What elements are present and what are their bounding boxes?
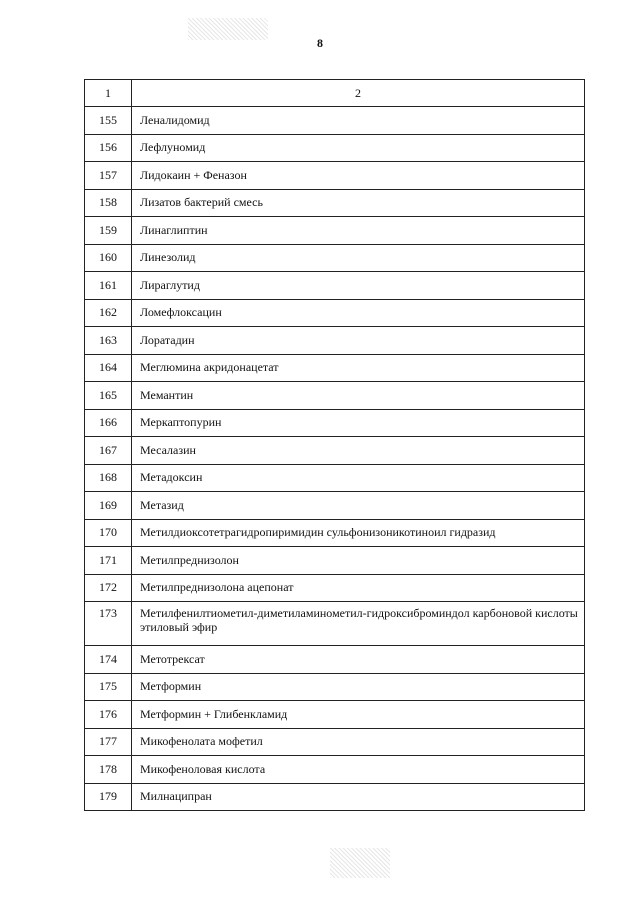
row-number: 179 xyxy=(85,783,132,811)
table-row xyxy=(85,107,585,135)
drug-name: Линезолид xyxy=(132,244,585,272)
drug-name: Микофеноловая кислота xyxy=(132,756,585,784)
drug-name: Лефлуномид xyxy=(132,134,585,162)
table-row xyxy=(85,327,585,355)
row-number: 158 xyxy=(85,189,132,217)
row-number: 168 xyxy=(85,464,132,492)
drug-name: Месалазин xyxy=(132,437,585,465)
table-row xyxy=(85,244,585,272)
table-row xyxy=(85,299,585,327)
drug-name: Лоратадин xyxy=(132,327,585,355)
table-row xyxy=(85,134,585,162)
drug-name: Меглюмина акридонацетат xyxy=(132,354,585,382)
drug-name: Линаглиптин xyxy=(132,217,585,245)
page-number: 8 xyxy=(317,36,323,50)
row-number: 176 xyxy=(85,701,132,729)
row-number: 178 xyxy=(85,756,132,784)
table-row xyxy=(85,701,585,729)
table-row xyxy=(85,354,585,382)
drug-name: Метазид xyxy=(132,492,585,520)
row-number: 160 xyxy=(85,244,132,272)
table-row xyxy=(85,602,585,646)
table-row xyxy=(85,492,585,520)
table-row xyxy=(85,547,585,575)
scan-noise xyxy=(330,848,390,878)
table-row xyxy=(85,272,585,300)
table-header-row xyxy=(85,80,585,107)
table-row xyxy=(85,783,585,811)
drug-name: Метадоксин xyxy=(132,464,585,492)
row-number: 166 xyxy=(85,409,132,437)
drug-name: Микофенолата мофетил xyxy=(132,728,585,756)
row-number: 167 xyxy=(85,437,132,465)
row-number: 177 xyxy=(85,728,132,756)
drug-name: Метилдиоксотетрагидропиримидин сульфонизоникотиноил гидразид xyxy=(132,519,585,547)
row-number: 175 xyxy=(85,673,132,701)
header-col-2: 2 xyxy=(132,80,585,107)
drug-name: Мемантин xyxy=(132,382,585,410)
drug-name: Лизатов бактерий смесь xyxy=(132,189,585,217)
table-row xyxy=(85,728,585,756)
drug-name: Лидокаин + Феназон xyxy=(132,162,585,190)
drug-name: Леналидомид xyxy=(132,107,585,135)
drug-name: Метформин + Глибенкламид xyxy=(132,701,585,729)
drug-name: Меркаптопурин xyxy=(132,409,585,437)
table-row xyxy=(85,162,585,190)
drug-table xyxy=(84,79,585,811)
drug-name: Метилпреднизолона ацепонат xyxy=(132,574,585,602)
row-number: 169 xyxy=(85,492,132,520)
drug-name: Лираглутид xyxy=(132,272,585,300)
row-number: 172 xyxy=(85,574,132,602)
drug-name: Метилпреднизолон xyxy=(132,547,585,575)
row-number: 159 xyxy=(85,217,132,245)
drug-name: Милнаципран xyxy=(132,783,585,811)
table-row xyxy=(85,574,585,602)
table-row xyxy=(85,437,585,465)
row-number: 170 xyxy=(85,519,132,547)
header-col-1: 1 xyxy=(85,80,132,107)
row-number: 173 xyxy=(85,602,132,646)
table-row xyxy=(85,382,585,410)
drug-name: Метотрексат xyxy=(132,646,585,674)
row-number: 174 xyxy=(85,646,132,674)
row-number: 165 xyxy=(85,382,132,410)
table-row xyxy=(85,409,585,437)
row-number: 162 xyxy=(85,299,132,327)
table-row xyxy=(85,756,585,784)
table-row xyxy=(85,189,585,217)
row-number: 155 xyxy=(85,107,132,135)
row-number: 157 xyxy=(85,162,132,190)
table-row xyxy=(85,519,585,547)
table-row xyxy=(85,464,585,492)
drug-name: Метформин xyxy=(132,673,585,701)
table-row xyxy=(85,217,585,245)
row-number: 171 xyxy=(85,547,132,575)
row-number: 156 xyxy=(85,134,132,162)
row-number: 164 xyxy=(85,354,132,382)
table-row xyxy=(85,646,585,674)
row-number: 161 xyxy=(85,272,132,300)
table-row xyxy=(85,673,585,701)
drug-name: Ломефлоксацин xyxy=(132,299,585,327)
row-number: 163 xyxy=(85,327,132,355)
drug-name: Метилфенилтиометил-диметиламинометил-гидроксиброминдол карбоновой кислоты этиловый эфир xyxy=(132,602,585,646)
